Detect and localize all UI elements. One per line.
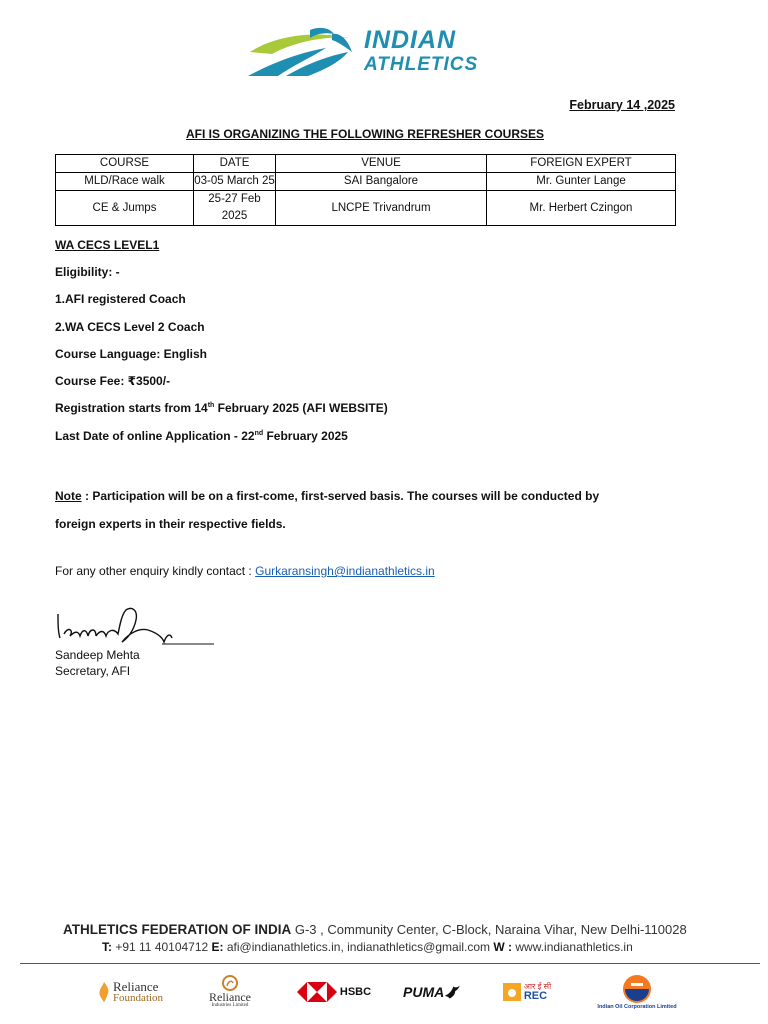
- course-language: Course Language: English: [55, 347, 208, 361]
- signatory-title: Secretary, AFI: [55, 664, 131, 678]
- last-date: [55, 429, 348, 443]
- rec-sun-icon: [503, 983, 521, 1001]
- reliance-industries-line2: Industries Limited: [211, 1003, 249, 1008]
- column-header-course: COURSE: [56, 155, 194, 173]
- rec-text: REC: [523, 989, 548, 1002]
- rec-hindi-text: आर ई सी: [523, 981, 552, 991]
- cell-course: CE & Jumps: [56, 191, 194, 226]
- puma-logo: [403, 970, 461, 1014]
- eligibility-item: 2.WA CECS Level 2 Coach: [55, 320, 205, 334]
- registration-text-end: February 2025 (AFI WEBSITE): [214, 401, 388, 415]
- flame-icon: [97, 981, 111, 1003]
- cell-date: 03-05 March 25: [194, 173, 276, 191]
- letter-date: February 14 ,2025: [569, 98, 675, 112]
- indian-oil-logo: [586, 970, 688, 1014]
- cell-course: MLD/Race walk: [56, 173, 194, 191]
- footer-tel-label: T:: [102, 940, 112, 954]
- contact-email-link[interactable]: Gurkaransingh@indianathletics.in: [255, 564, 435, 578]
- indian-oil-text: Indian Oil Corporation Limited: [597, 1004, 677, 1010]
- footer-contact: [102, 940, 633, 954]
- last-date-suffix: nd: [254, 430, 264, 437]
- eligibility-label: Eligibility: -: [55, 265, 120, 279]
- registration-suffix: th: [207, 402, 215, 409]
- table-row: [56, 173, 676, 191]
- courses-table: [55, 154, 676, 226]
- hsbc-logo: [294, 970, 374, 1014]
- contact-line: [55, 564, 435, 578]
- puma-text: PUMA: [403, 984, 445, 1000]
- cell-expert: Mr. Gunter Lange: [487, 173, 676, 191]
- table-row: [56, 191, 676, 226]
- table-header-row: [56, 155, 676, 173]
- cell-venue: LNCPE Trivandrum: [276, 191, 487, 226]
- last-date-text-end: February 2025: [263, 429, 348, 443]
- footer-org-name: ATHLETICS FEDERATION OF INDIA: [63, 922, 292, 937]
- footer-web: www.indianathletics.in: [512, 940, 633, 954]
- note-label: Note: [55, 489, 82, 503]
- footer-web-label: W :: [493, 940, 513, 954]
- page-heading: AFI IS ORGANIZING THE FOLLOWING REFRESHER COURSES: [185, 127, 544, 141]
- indian-athletics-logo: [244, 22, 504, 84]
- course-fee: Course Fee: ₹3500/-: [55, 374, 171, 388]
- column-header-venue: VENUE: [276, 155, 487, 173]
- registration-start: [55, 401, 388, 415]
- cell-venue: SAI Bangalore: [276, 173, 487, 191]
- logo-text-athletics: ATHLETICS: [364, 54, 479, 75]
- reliance-foundation-line2: Foundation: [112, 992, 164, 1004]
- footer-divider: [20, 963, 760, 964]
- last-date-text: Last Date of online Application - 22: [55, 429, 255, 443]
- rec-logo: [496, 970, 558, 1014]
- footer-address: [63, 922, 687, 937]
- signatory-block: [55, 647, 140, 679]
- section-title: WA CECS LEVEL1: [55, 238, 160, 252]
- note-paragraph: [55, 482, 615, 538]
- footer-emails: afi@indianathletics.in, indianathletics@gmail.com: [223, 940, 494, 954]
- reliance-foundation-logo: [90, 970, 170, 1014]
- contact-text: For any other enquiry kindly contact :: [55, 564, 256, 578]
- puma-cat-icon: [444, 984, 461, 1000]
- column-header-date: DATE: [194, 155, 276, 173]
- hsbc-hexagon-icon: [297, 982, 337, 1002]
- footer-tel: +91 11 40104712: [112, 940, 212, 954]
- reliance-foundation-line1: Reliance: [112, 979, 159, 994]
- logo-text-indian: INDIAN: [364, 26, 457, 54]
- column-header-foreign-expert: FOREIGN EXPERT: [487, 155, 676, 173]
- registration-text: Registration starts from 14: [55, 401, 208, 415]
- hsbc-text: HSBC: [339, 986, 372, 998]
- reliance-industries-line1: Reliance: [209, 990, 251, 1004]
- footer-email-label: E:: [211, 940, 224, 954]
- athlete-swoosh-icon: [244, 22, 364, 84]
- cell-date: 25-27 Feb 2025: [194, 191, 276, 226]
- note-text: : Participation will be on a first-come, first-served basis. The courses will be conducted by foreign experts in their respective fields.: [55, 489, 600, 531]
- footer-address-text: G-3 , Community Center, C-Block, Naraina Vihar, New Delhi-110028: [291, 922, 687, 937]
- reliance-emblem-icon: [222, 975, 238, 991]
- eligibility-item: 1.AFI registered Coach: [55, 292, 186, 306]
- indian-oil-emblem-icon: [622, 974, 652, 1004]
- reliance-industries-logo: [200, 970, 260, 1014]
- cell-expert: Mr. Herbert Czingon: [487, 191, 676, 226]
- signatory-name: Sandeep Mehta: [55, 648, 140, 662]
